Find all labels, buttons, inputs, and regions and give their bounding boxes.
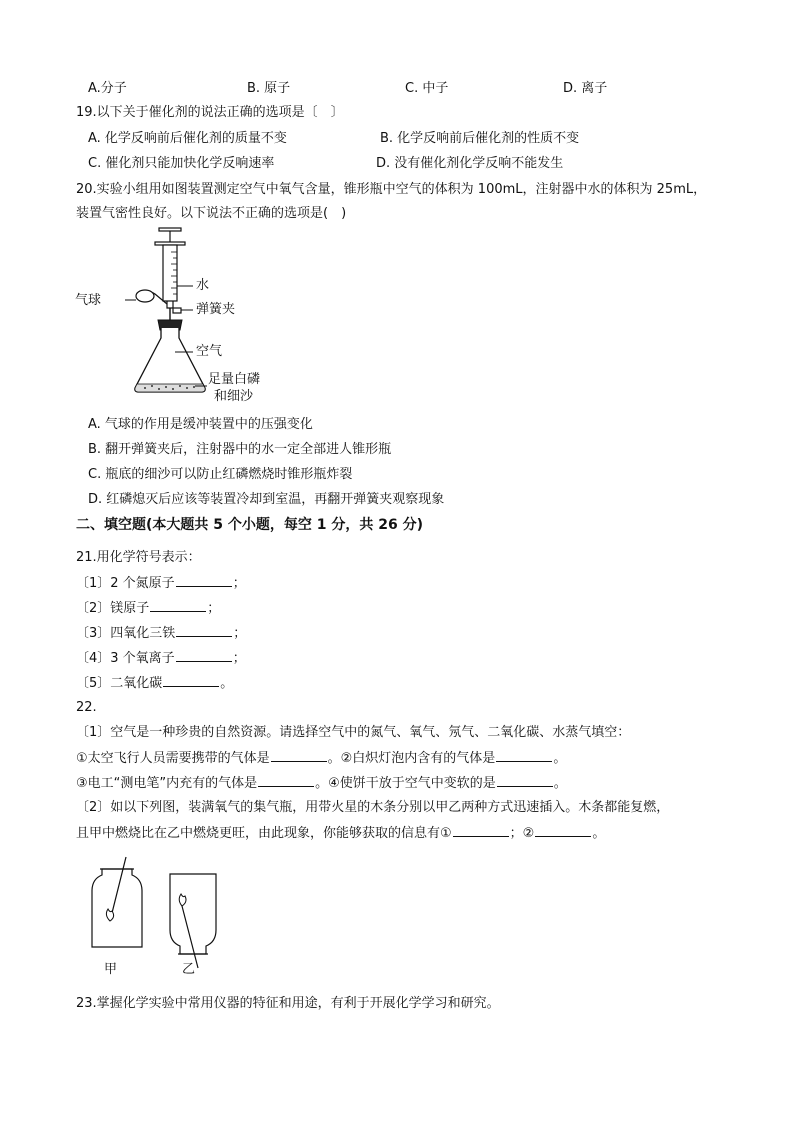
q21-item-5-end: 。 <box>220 676 234 691</box>
section2-heading: 二、填空题(本大题共 5 个小题，每空 1 分，共 26 分) <box>76 517 424 533</box>
q22-row2-b: 。④使饼干放于空气中变软的是 <box>315 776 496 791</box>
label-balloon: 气球 <box>75 293 102 308</box>
jar-body-inverted <box>170 874 216 954</box>
answer-blank[interactable] <box>176 574 232 587</box>
q18-option-b: B. 原子 <box>247 81 291 96</box>
balloon <box>136 290 154 302</box>
q22-part2-line2 <box>76 824 605 843</box>
q22-part2-line1: 〔2〕如以下列图，装满氧气的集气瓶，用带火星的木条分别以甲乙两种方式迅速插入。木条都能复燃， <box>76 800 670 815</box>
q22-row1-a: ①太空飞行人员需要携带的气体是 <box>76 751 270 766</box>
answer-blank[interactable] <box>176 624 232 637</box>
q21-item-1 <box>76 574 246 593</box>
q21-item-2 <box>76 599 220 618</box>
q19-stem: 19.以下关于催化剂的说法正确的选项是〔 〕 <box>76 105 344 120</box>
label-phosphorus-1: 足量白磷 <box>208 372 261 387</box>
conical-flask <box>135 328 205 392</box>
q20-option-d: D. 红磷熄灭后应该等装置冷却到室温，再翻开弹簧夹观察现象 <box>88 492 445 507</box>
q22-row1 <box>76 749 566 768</box>
gas-jar-yi <box>166 870 226 970</box>
jar-body <box>92 869 142 947</box>
q21-item-2-text: 〔2〕镁原子 <box>76 601 150 616</box>
q22-part1: 〔1〕空气是一种珍贵的自然资源。请选择空气中的氮气、氧气、氖气、二氧化碳、水蒸气填空： <box>76 725 631 740</box>
syringe-plunger-cap <box>159 228 181 231</box>
gas-jar-jia <box>90 857 150 952</box>
q22-row1-b: 。②白炽灯泡内含有的气体是 <box>327 751 496 766</box>
q21-item-3 <box>76 624 246 643</box>
answer-blank[interactable] <box>496 749 552 762</box>
syringe-nozzle <box>167 301 173 308</box>
answer-blank[interactable] <box>453 824 509 837</box>
q18-option-c: C. 中子 <box>405 81 449 96</box>
q22-part2-line2-a: 且甲中燃烧比在乙中燃烧更旺，由此现象，你能够获取的信息有① <box>76 826 452 841</box>
q21-item-1-end: ； <box>232 576 246 591</box>
q22-number: 22. <box>76 700 97 715</box>
q19-option-a: A. 化学反响前后催化剂的质量不变 <box>88 131 287 146</box>
label-phosphorus-2: 和细沙 <box>214 389 254 404</box>
syringe-barrel <box>163 245 177 301</box>
q21-stem: 21.用化学符号表示： <box>76 550 201 565</box>
label-clamp: 弹簧夹 <box>196 302 236 317</box>
q21-item-2-end: ； <box>207 601 221 616</box>
q21-item-5 <box>76 674 233 693</box>
answer-blank[interactable] <box>258 774 314 787</box>
answer-blank[interactable] <box>176 649 232 662</box>
q21-item-4 <box>76 649 246 668</box>
q20-stem-line2: 装置气密性良好。以下说法不正确的选项是( ) <box>76 206 347 221</box>
q20-option-b: B. 翻开弹簧夹后，注射器中的水一定全部进人锥形瓶 <box>88 442 392 457</box>
q22-part2-line2-c: 。 <box>592 826 606 841</box>
answer-blank[interactable] <box>150 599 206 612</box>
label-yi: 乙 <box>182 962 196 977</box>
q20-option-a: A. 气球的作用是缓冲装置中的压强变化 <box>88 417 313 432</box>
spring-clamp <box>173 308 181 313</box>
q21-item-5-text: 〔5〕二氧化碳 <box>76 676 163 691</box>
q21-item-4-text: 〔4〕3 个氧离子 <box>76 651 175 666</box>
q20-stem-line1: 20.实验小组用如图装置测定空气中氧气含量，锥形瓶中空气的体积为 100mL，注射器中水的体积为 25mL， <box>76 182 707 197</box>
q18-option-d: D. 离子 <box>563 81 608 96</box>
q18-option-a: A.分子 <box>88 81 127 96</box>
q22-row2-c: 。 <box>553 776 567 791</box>
q19-option-d: D. 没有催化剂化学反响不能发生 <box>376 156 564 171</box>
answer-blank[interactable] <box>535 824 591 837</box>
q19-option-b: B. 化学反响前后催化剂的性质不变 <box>380 131 580 146</box>
q20-option-c: C. 瓶底的细沙可以防止红磷燃烧时锥形瓶炸裂 <box>88 467 353 482</box>
label-air: 空气 <box>196 344 223 359</box>
label-jia: 甲 <box>104 962 118 977</box>
answer-blank[interactable] <box>271 749 327 762</box>
q21-item-3-text: 〔3〕四氧化三铁 <box>76 626 176 641</box>
q23-stem: 23.掌握化学实验中常用仪器的特征和用途，有利于开展化学学习和研究。 <box>76 996 500 1011</box>
q22-row2-a: ③电工“测电笔”内充有的气体是 <box>76 776 258 791</box>
label-water: 水 <box>196 278 210 293</box>
answer-blank[interactable] <box>497 774 553 787</box>
q21-item-1-text: 〔1〕2 个氮原子 <box>76 576 175 591</box>
q22-row2 <box>76 774 567 793</box>
q19-option-c: C. 催化剂只能加快化学反响速率 <box>88 156 275 171</box>
q21-item-3-end: ； <box>233 626 247 641</box>
answer-blank[interactable] <box>163 674 219 687</box>
q21-item-4-end: ； <box>232 651 246 666</box>
q22-part2-line2-b: ；② <box>509 826 535 841</box>
q22-row1-c: 。 <box>553 751 567 766</box>
